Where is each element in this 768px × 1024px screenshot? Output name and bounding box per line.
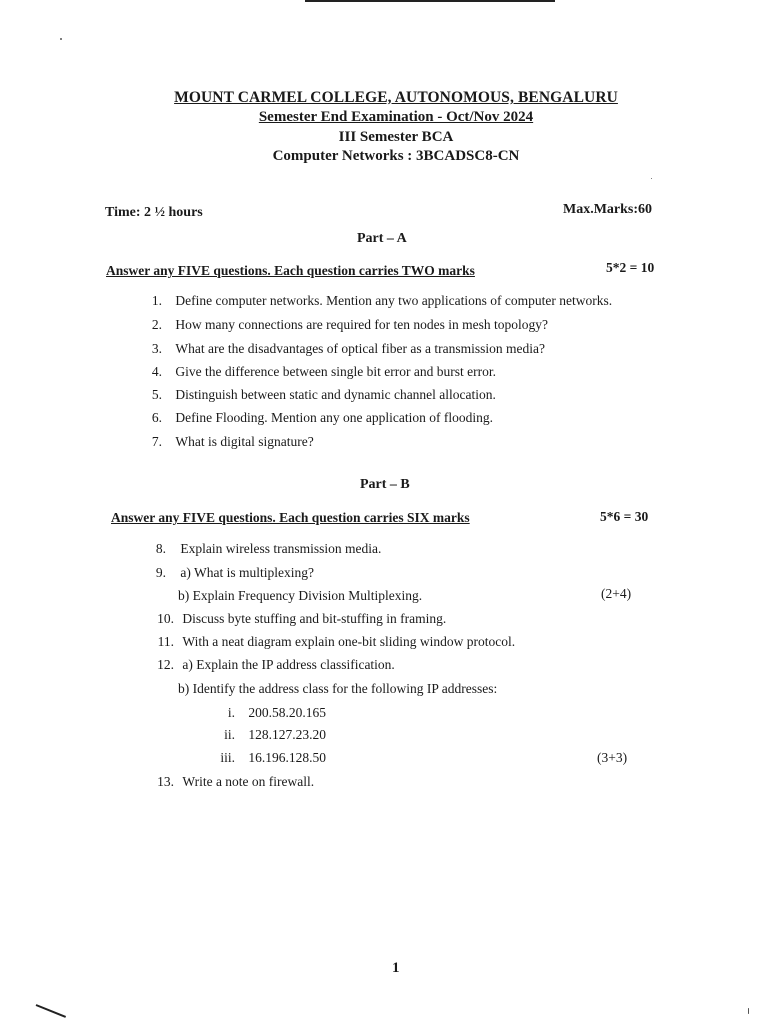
question-item — [146, 410, 493, 426]
question-number: 1. — [151, 293, 162, 308]
subject: Computer Networks : 3BCADSC8-CN — [272, 148, 520, 164]
question-part-b: b) Explain Frequency Division Multiplexing. — [178, 588, 423, 603]
page-number: 1 — [392, 960, 400, 976]
question-item — [148, 541, 381, 557]
question-number: 4. — [151, 364, 162, 379]
question-number: 5. — [151, 387, 162, 402]
scan-speck — [748, 1008, 749, 1014]
question-text: Explain wireless transmission media. — [180, 541, 382, 556]
question-text: Write a note on firewall. — [182, 774, 315, 789]
question-number: 13. — [157, 774, 174, 789]
ip-number: ii. — [224, 727, 235, 742]
question-marks: (3+3) — [597, 750, 628, 765]
ip-address-item — [205, 750, 326, 766]
top-rule — [305, 0, 555, 2]
question-number: 6. — [151, 410, 162, 425]
question-item — [146, 434, 314, 450]
time-label: Time: 2 ½ hours — [105, 205, 203, 220]
question-text: What is digital signature? — [175, 434, 314, 449]
question-item — [148, 774, 314, 790]
question-text: Discuss byte stuffing and bit-stuffing in framing. — [182, 611, 447, 626]
question-number: 9. — [155, 565, 166, 580]
scan-mark — [36, 1004, 66, 1018]
question-item — [148, 611, 446, 627]
question-item — [146, 387, 496, 403]
question-text: What are the disadvantages of optical fiber as a transmission media? — [175, 341, 545, 356]
question-item — [148, 634, 515, 650]
ip-number: iii. — [220, 750, 235, 765]
part-a-instruction: Answer any FIVE questions. Each question carries TWO marks — [106, 263, 475, 278]
question-part-a: a) What is multiplexing? — [180, 565, 314, 580]
question-item — [146, 317, 548, 333]
question-text: Define computer networks. Mention any two applications of computer networks. — [175, 293, 613, 308]
ip-address: 200.58.20.165 — [248, 705, 326, 720]
part-b-marks: 5*6 = 30 — [600, 509, 649, 524]
question-text: Give the difference between single bit error and burst error. — [175, 364, 496, 379]
ip-address: 128.127.23.20 — [248, 727, 326, 742]
ip-number: i. — [227, 705, 235, 720]
question-number: 12. — [157, 657, 174, 672]
question-number: 11. — [157, 634, 174, 649]
ip-address-item — [205, 727, 326, 743]
question-item — [148, 565, 314, 581]
question-number: 3. — [151, 341, 162, 356]
question-part-b: b) Identify the address class for the following IP addresses: — [178, 681, 498, 696]
question-number: 7. — [151, 434, 162, 449]
question-item — [146, 341, 545, 357]
question-number: 8. — [155, 541, 166, 556]
question-item — [148, 657, 395, 673]
question-part-a: a) Explain the IP address classification. — [182, 657, 395, 672]
question-text: How many connections are required for ten nodes in mesh topology? — [175, 317, 549, 332]
ip-address-item — [205, 705, 326, 721]
scan-speck — [651, 178, 652, 179]
max-marks: Max.Marks:60 — [563, 202, 653, 217]
part-b-instruction: Answer any FIVE questions. Each question carries SIX marks — [111, 510, 470, 525]
question-item — [146, 293, 612, 309]
question-number: 2. — [151, 317, 162, 332]
semester: III Semester BCA — [338, 129, 454, 145]
part-a-title: Part – A — [357, 231, 407, 246]
college-name: MOUNT CARMEL COLLEGE, AUTONOMOUS, BENGALURU — [174, 89, 618, 106]
part-a-marks: 5*2 = 10 — [606, 260, 655, 275]
question-item — [146, 364, 496, 380]
question-text: Distinguish between static and dynamic channel allocation. — [175, 387, 496, 402]
ip-address: 16.196.128.50 — [248, 750, 326, 765]
part-b-title: Part – B — [360, 477, 410, 492]
scan-speck — [60, 38, 62, 40]
question-text: Define Flooding. Mention any one application of flooding. — [175, 410, 493, 425]
question-marks: (2+4) — [601, 586, 632, 601]
exam-title: Semester End Examination - Oct/Nov 2024 — [258, 109, 534, 125]
question-text: With a neat diagram explain one-bit sliding window protocol. — [182, 634, 516, 649]
question-number: 10. — [157, 611, 174, 626]
